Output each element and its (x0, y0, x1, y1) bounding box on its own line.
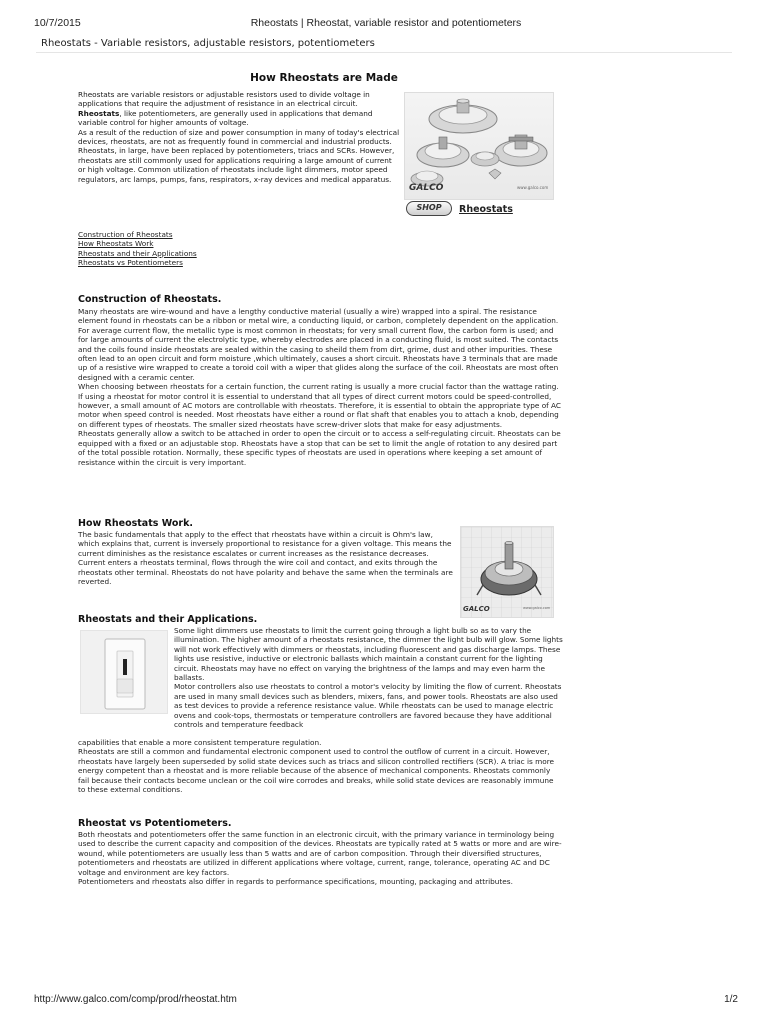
print-footer (34, 994, 738, 1005)
rheostat-closeup-photo (460, 526, 554, 618)
dimmer-switch-photo (80, 630, 168, 714)
rheostat-illustration (405, 93, 555, 201)
rheostat-closeup-illustration (461, 527, 554, 618)
applications-p2-tail: capabilities that enable a more consistent temperature regulation. (78, 738, 322, 747)
construction-text (78, 307, 562, 467)
applications-p2: Motor controllers also use rheostats to control a motor's velocity by limiting the flow of current. Rheostats are used in many small devices such as blenders, mixers, fans, and power tools. Rheostats are also used as test devices to provide a reference resistance value. While rheostats can be used to manage electric ovens and cook-tops, thermostats or temperature controllers are favored because they have additional controls and temperature feedback (174, 682, 562, 730)
site-breadcrumb: Rheostats - Variable resistors, adjustable resistors, potentiometers (41, 38, 375, 49)
toc-link-how-work[interactable]: How Rheostats Work (78, 239, 154, 249)
toc-link-construction[interactable]: Construction of Rheostats (78, 230, 173, 239)
intro-p1-rest: , like potentiometers, are generally used in applications that demand variable control for higher amounts of voltage. (78, 108, 373, 128)
header-divider (36, 52, 732, 53)
print-header (34, 17, 738, 31)
rheostat-product-photo (404, 92, 554, 200)
footer-url: http://www.galco.com/comp/prod/rheostat.htm (34, 994, 237, 1005)
applications-text-full (78, 738, 562, 794)
applications-p1: Some light dimmers use rheostats to limit the current going through a light bulb so as to vary the illumination. The higher amount of a rheostats resistance, the dimmer the light bulb will glow. Some lights will not work effectively with dimmers or rheostats, including fluorescent and gas discharge lamps. These lights use resistive, inductive or electronic ballasts which maintain a constant current for the lighting circuit. Rheostats may have no effect on varying the brightness of the lamps and may even harm the ballasts. (174, 626, 563, 683)
construction-p3: Rheostats generally allow a switch to be attached in order to open the circuit or to access a self-regulating circuit. Rheostats can be equipped with a fixed or an adjustable stop. Rheostats have a stop that can be set to limit the angle of rotation to any desired part of the total possible rotation. Normally, these specific types of rheostats are used in operations where keeping a set amount of resistance within the circuit is very important. (78, 429, 561, 467)
intro-text (78, 90, 400, 184)
page-number: 1/2 (724, 994, 738, 1005)
shop-rheostats-link[interactable]: Rheostats (459, 204, 513, 215)
vs-p1: Both rheostats and potentiometers offer the same function in an electronic circuit, with the primary variance in terminology being used to describe the current capacity and composition of the devices. Rheostats are typically rated at 5 watts or more and are wire-wound, while potentiometers are usually less than 5 watts and are of carbon composition. Through their diversified structures, potentiometers and rheostats are utilized in different applications where voltage, current, range, tolerance, operating AC and DC voltage and environment are key factors. (78, 830, 562, 877)
section-title-vs: Rheostat vs Potentiometers. (78, 818, 232, 829)
intro-p2: As a result of the reduction of size and power consumption in many of today's electrical devices, rheostats, are not as frequently found in commercial and industrial products. Rheostats, in large, have been replaced by potentiometers, triacs and SCRs. However, rheostats are still commonly used for applications requiring a large amount of current or high voltage. Common utilization of rheostats include light dimmers, motor speed regulators, arc lamps, pumps, fans, respirators, x-ray devices and medical apparatus. (78, 127, 400, 184)
construction-p1: Many rheostats are wire-wound and have a lengthy conductive material (usually a wire) wrapped into a spiral. The resistance element found in rheostats can be a ribbon or metal wire, a conducting liquid, or carbon, completely dependent on the application. For average current flow, the metallic type is most common in rheostats; for very small current flow, the carbon form is used; and for large amounts of current the electrolytic type, whereby electrodes are placed in a conducting fluid, is most suited. The contacts and the coils found inside rheostats are sealed within the casing to sheild them from dirt, grime, dust and other impurities. These often lead to an open circuit and form moisture ,which ultimately, causes a short circuit. Rheostats have 3 terminals that are made up of a resistive wire wrapped to create a toroid coil with a wiper that glides along the surface of the coil. Rheostats are most often designed with a ceramic center. (78, 307, 559, 382)
toc-link-vs-potentiometers[interactable]: Rheostats vs Potentiometers (78, 258, 183, 268)
section-title-applications: Rheostats and their Applications. (78, 614, 258, 625)
intro-p1: Rheostats are variable resistors or adjustable resistors used to divide voltage in applications that require the adjustment of resistance in an electrical circuit. (78, 90, 370, 109)
galco-url-top: www.galco.com (517, 185, 549, 190)
galco-logo-top: GALCO (409, 183, 444, 193)
print-title: Rheostats | Rheostat, variable resistor and potentiometers (250, 17, 522, 29)
vs-p2: Potentiometers and rheostats also differ in regards to performance specifications, mounting, packaging and attributes. (78, 877, 513, 887)
dimmer-switch-illustration (81, 631, 169, 715)
galco-url-mid: www.galco.com (523, 606, 551, 610)
vs-text (78, 830, 562, 886)
galco-logo-mid: GALCO (463, 605, 490, 613)
section-title-construction: Construction of Rheostats. (78, 294, 222, 305)
construction-p2: When choosing between rheostats for a certain function, the current rating is usually a more crucial factor than the wattage rating. If using a rheostat for motor control it is essential to understand that all types of direct current motors could be speed-controlled, however, a small amount of AC motors are controllable with rheostats. Therefore, it is essential to obtain the appropriate type of AC motor when speed control is needed. Most rheostats have either a round or flat shaft that enables you to attach a knob, depending on different types of rheostats. The smaller sized rheostats have screw-driver slots that make for easy adjustments. (78, 382, 562, 429)
shop-button[interactable]: SHOP (406, 201, 452, 216)
intro-bold-term: Rheostats (78, 108, 120, 118)
section-title-work: How Rheostats Work. (78, 518, 193, 529)
work-text: The basic fundamentals that apply to the effect that rheostats have within a circuit is Ohm's law, which explains that, current is inversely proportional to resistance for a given voltage. This means the current diminishes as the resistance escalates or current increases as the resistance decreases. Current enters a rheostats terminal, flows through the wire coil and contact, and exits through the rheostats other terminal. Rheostats do not have polarity and behave the same when the terminals are reverted. (78, 530, 453, 587)
applications-text-wrapped (174, 626, 566, 729)
toc-link-applications[interactable]: Rheostats and their Applications (78, 248, 197, 258)
table-of-contents (78, 230, 197, 268)
applications-p3: Rheostats are still a common and fundamental electronic component used to control the outflow of current in a circuit. However, rheostats have largely been superseded by solid state devices such as triacs and silicon controlled rectifiers (SCR). A triac is more energy competent than a rheostat and is more reliable because of the absence of mechanical components. Rheostats commonly fail because their contacts become unclean or the coil wire corrodes and breaks, while solid state devices are reasonably immune to these external conditions. (78, 747, 555, 795)
page-title: How Rheostats are Made (250, 72, 398, 84)
print-date: 10/7/2015 (34, 17, 81, 29)
